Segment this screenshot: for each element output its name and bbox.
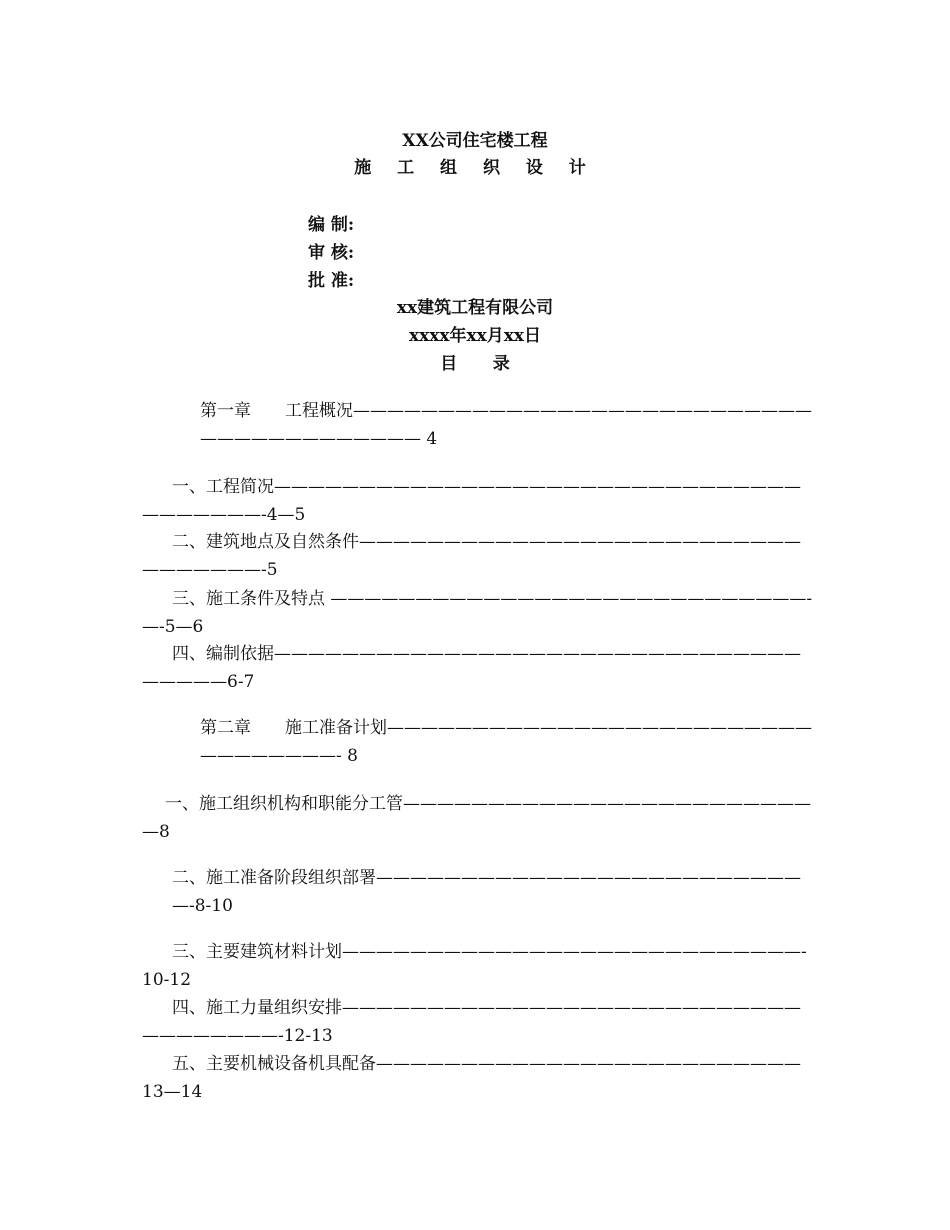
- toc-entry-line: 四、施工力量组织安排———————————————————————————: [172, 998, 801, 1018]
- toc-entry-page: ———————-4—5: [142, 505, 306, 525]
- toc-entry-line: 三、施工条件及特点 ————————————————————————————-: [172, 589, 813, 609]
- toc-entry-page: ———————-5: [142, 560, 278, 580]
- toc-entry-page: —-8-10: [172, 896, 233, 916]
- role-approver: 批 准:: [308, 271, 355, 291]
- toc-entry-line: 三、主要建筑材料计划———————————————————————————-: [172, 942, 807, 962]
- toc-entry-page: 13—14: [142, 1082, 203, 1102]
- toc-entry-page: —————6-7: [142, 672, 255, 692]
- toc-entry-line: 一、施工组织机构和职能分工管————————————————————————: [165, 794, 811, 814]
- toc-entry-page: —8: [142, 822, 170, 842]
- toc-entry-page: ————————- 8: [200, 746, 358, 766]
- role-editor: 编 制:: [308, 215, 355, 235]
- toc-entry-line: 第一章 工程概况———————————————————————————: [200, 401, 812, 421]
- toc-entry-line: 五、主要机械设备机具配备—————————————————————————: [172, 1054, 801, 1074]
- company-name: xx建筑工程有限公司: [396, 298, 554, 318]
- document-title: XX公司住宅楼工程: [402, 131, 548, 151]
- toc-entry-line: 一、工程简况———————————————————————————————: [172, 477, 801, 497]
- toc-entry-page: ————————-12-13: [142, 1026, 333, 1046]
- document-date: xxxx年xx月xx日: [408, 326, 542, 346]
- role-reviewer: 审 核:: [308, 243, 355, 263]
- toc-heading: 目 录: [440, 354, 510, 374]
- toc-entry-line: 四、编制依据———————————————————————————————: [172, 644, 801, 664]
- toc-entry-line: 二、建筑地点及自然条件——————————————————————————: [172, 532, 801, 552]
- toc-entry-line: 二、施工准备阶段组织部署—————————————————————————: [172, 868, 801, 888]
- toc-entry-page: ————————————— 4: [200, 429, 438, 449]
- toc-entry-page: 10-12: [142, 970, 192, 990]
- document-subtitle: 施 工 组 织 设 计: [354, 158, 596, 178]
- toc-entry-page: —-5—6: [142, 617, 204, 637]
- toc-entry-line: 第二章 施工准备计划—————————————————————————: [200, 718, 812, 738]
